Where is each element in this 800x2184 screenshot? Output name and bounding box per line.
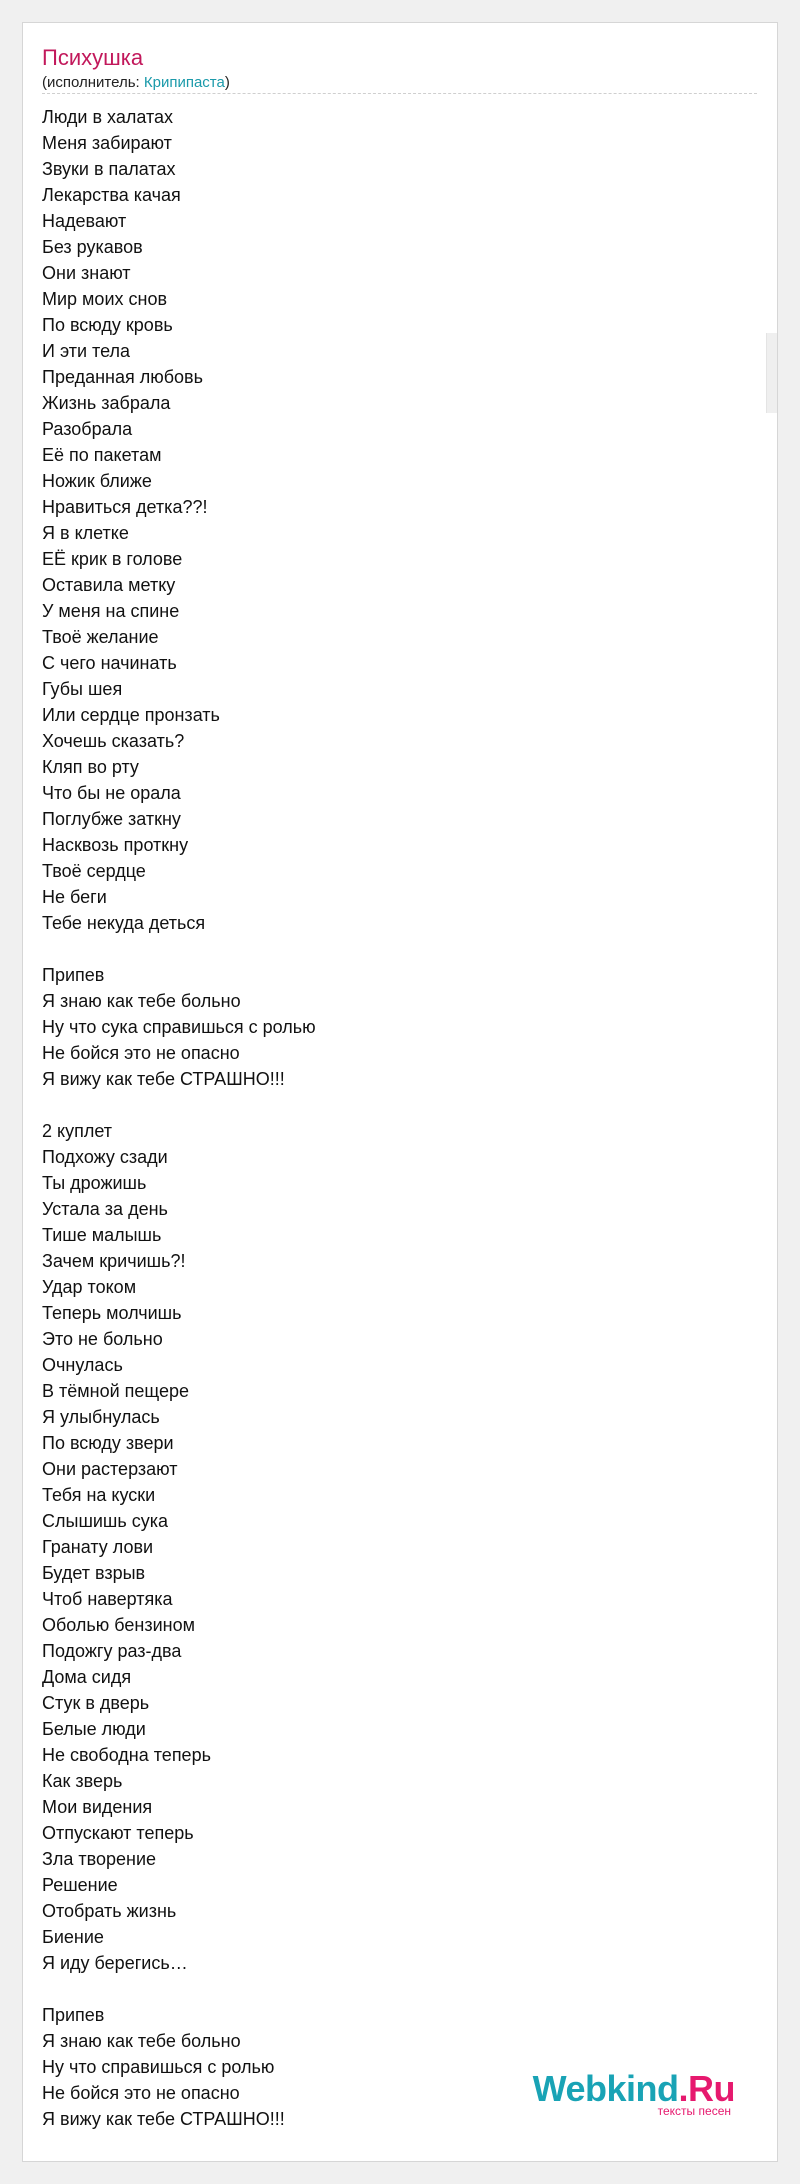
lyric-line: У меня на спине xyxy=(42,601,180,621)
lyric-line: В тёмной пещере xyxy=(42,1381,190,1401)
lyric-line: Или сердце пронзать xyxy=(42,705,220,725)
lyric-line: Тебе некуда деться xyxy=(42,913,206,933)
lyric-line: Мои видения xyxy=(42,1797,153,1817)
lyric-line: Я вижу как тебе СТРАШНО!!! xyxy=(42,1069,285,1089)
lyric-line: Люди в халатах xyxy=(42,107,174,127)
lyric-line: Жизнь забрала xyxy=(42,393,171,413)
lyric-line: Удар током xyxy=(42,1277,137,1297)
lyric-line: Кляп во рту xyxy=(42,757,139,777)
lyric-line: Насквозь проткну xyxy=(42,835,189,855)
lyric-line: Я иду берегись… xyxy=(42,1953,188,1973)
lyric-line: Как зверь xyxy=(42,1771,123,1791)
blank-line xyxy=(42,936,742,962)
lyric-line: Я знаю как тебе больно xyxy=(42,2031,241,2051)
title-divider xyxy=(42,93,757,94)
lyric-line: Меня забирают xyxy=(42,133,172,153)
lyric-line: Поглубже заткну xyxy=(42,809,181,829)
lyric-line: По всюду кровь xyxy=(42,315,173,335)
lyric-line: Лекарства качая xyxy=(42,185,181,205)
lyric-line: Твоё желание xyxy=(42,627,159,647)
lyrics-text xyxy=(42,104,742,2132)
lyric-line: Это не больно xyxy=(42,1329,163,1349)
lyric-line: Не свободна теперь xyxy=(42,1745,211,1765)
performer-line xyxy=(42,73,230,93)
lyric-line: Тебя на куски xyxy=(42,1485,156,1505)
lyric-line: Я в клетке xyxy=(42,523,129,543)
lyric-line: Слышишь сука xyxy=(42,1511,169,1531)
lyric-line: Мир моих снов xyxy=(42,289,168,309)
lyric-line: Звуки в палатах xyxy=(42,159,176,179)
lyric-line: Подожгу раз-два xyxy=(42,1641,182,1661)
lyric-line: Белые люди xyxy=(42,1719,146,1739)
performer-link[interactable]: Крипипаста xyxy=(143,74,225,91)
lyric-line: Зла творение xyxy=(42,1849,157,1869)
lyric-line: Отпускают теперь xyxy=(42,1823,194,1843)
lyric-line: ЕЁ крик в голове xyxy=(42,549,183,569)
performer-suffix: ) xyxy=(224,74,230,91)
lyric-line: Тише малышь xyxy=(42,1225,162,1245)
lyric-line: Чтоб навертяка xyxy=(42,1589,173,1609)
lyrics-card xyxy=(22,22,778,2162)
performer-prefix: (исполнитель: xyxy=(42,74,144,91)
lyric-line: Дома сидя xyxy=(42,1667,132,1687)
lyric-line: Я улыбнулась xyxy=(42,1407,160,1427)
lyric-line: Твоё сердце xyxy=(42,861,146,881)
lyric-line: Нравиться детка??! xyxy=(42,497,208,517)
lyric-line: Не бойся это не опасно xyxy=(42,2083,240,2103)
logo-wordmark: Webkind.Ru xyxy=(532,2068,735,2109)
lyric-line: Биение xyxy=(42,1927,104,1947)
lyric-line: Её по пакетам xyxy=(42,445,162,465)
webkind-logo[interactable] xyxy=(532,2068,735,2118)
lyric-line: Губы шея xyxy=(42,679,123,699)
lyric-line: Припев xyxy=(42,2005,105,2025)
lyric-line: Разобрала xyxy=(42,419,133,439)
lyric-line: Ножик ближе xyxy=(42,471,152,491)
lyric-line: Подхожу сзади xyxy=(42,1147,168,1167)
lyric-line: Теперь молчишь xyxy=(42,1303,182,1323)
song-title: Психушка xyxy=(42,45,144,70)
lyric-line: Оболью бензином xyxy=(42,1615,195,1635)
lyric-line: Ты дрожишь xyxy=(42,1173,147,1193)
lyric-line: Преданная любовь xyxy=(42,367,203,387)
blank-line xyxy=(42,1092,742,1118)
lyric-line: Ну что справишься с ролью xyxy=(42,2057,275,2077)
lyric-line: Не беги xyxy=(42,887,107,907)
lyric-line: Устала за день xyxy=(42,1199,168,1219)
lyric-line: 2 куплет xyxy=(42,1121,112,1141)
lyric-line: Хочешь сказать? xyxy=(42,731,185,751)
logo-tagline: тексты песен xyxy=(657,2104,731,2118)
lyric-line: Я знаю как тебе больно xyxy=(42,991,241,1011)
scrollbar-thumb[interactable] xyxy=(766,333,777,413)
lyric-line: Они растерзают xyxy=(42,1459,178,1479)
lyric-line: Гранату лови xyxy=(42,1537,154,1557)
lyric-line: Что бы не орала xyxy=(42,783,181,803)
lyric-line: Без рукавов xyxy=(42,237,143,257)
lyric-line: Стук в дверь xyxy=(42,1693,150,1713)
lyric-line: И эти тела xyxy=(42,341,130,361)
lyric-line: Оставила метку xyxy=(42,575,176,595)
lyric-line: Они знают xyxy=(42,263,131,283)
lyric-line: Очнулась xyxy=(42,1355,123,1375)
lyric-line: Не бойся это не опасно xyxy=(42,1043,240,1063)
lyric-line: Будет взрыв xyxy=(42,1563,146,1583)
lyric-line: Припев xyxy=(42,965,105,985)
lyric-line: С чего начинать xyxy=(42,653,177,673)
lyric-line: Зачем кричишь?! xyxy=(42,1251,186,1271)
lyric-line: Ну что сука справишься с ролью xyxy=(42,1017,316,1037)
lyric-line: По всюду звери xyxy=(42,1433,174,1453)
blank-line xyxy=(42,1976,742,2002)
lyric-line: Я вижу как тебе СТРАШНО!!! xyxy=(42,2109,285,2129)
lyric-line: Решение xyxy=(42,1875,118,1895)
lyric-line: Отобрать жизнь xyxy=(42,1901,177,1921)
lyric-line: Надевают xyxy=(42,211,127,231)
